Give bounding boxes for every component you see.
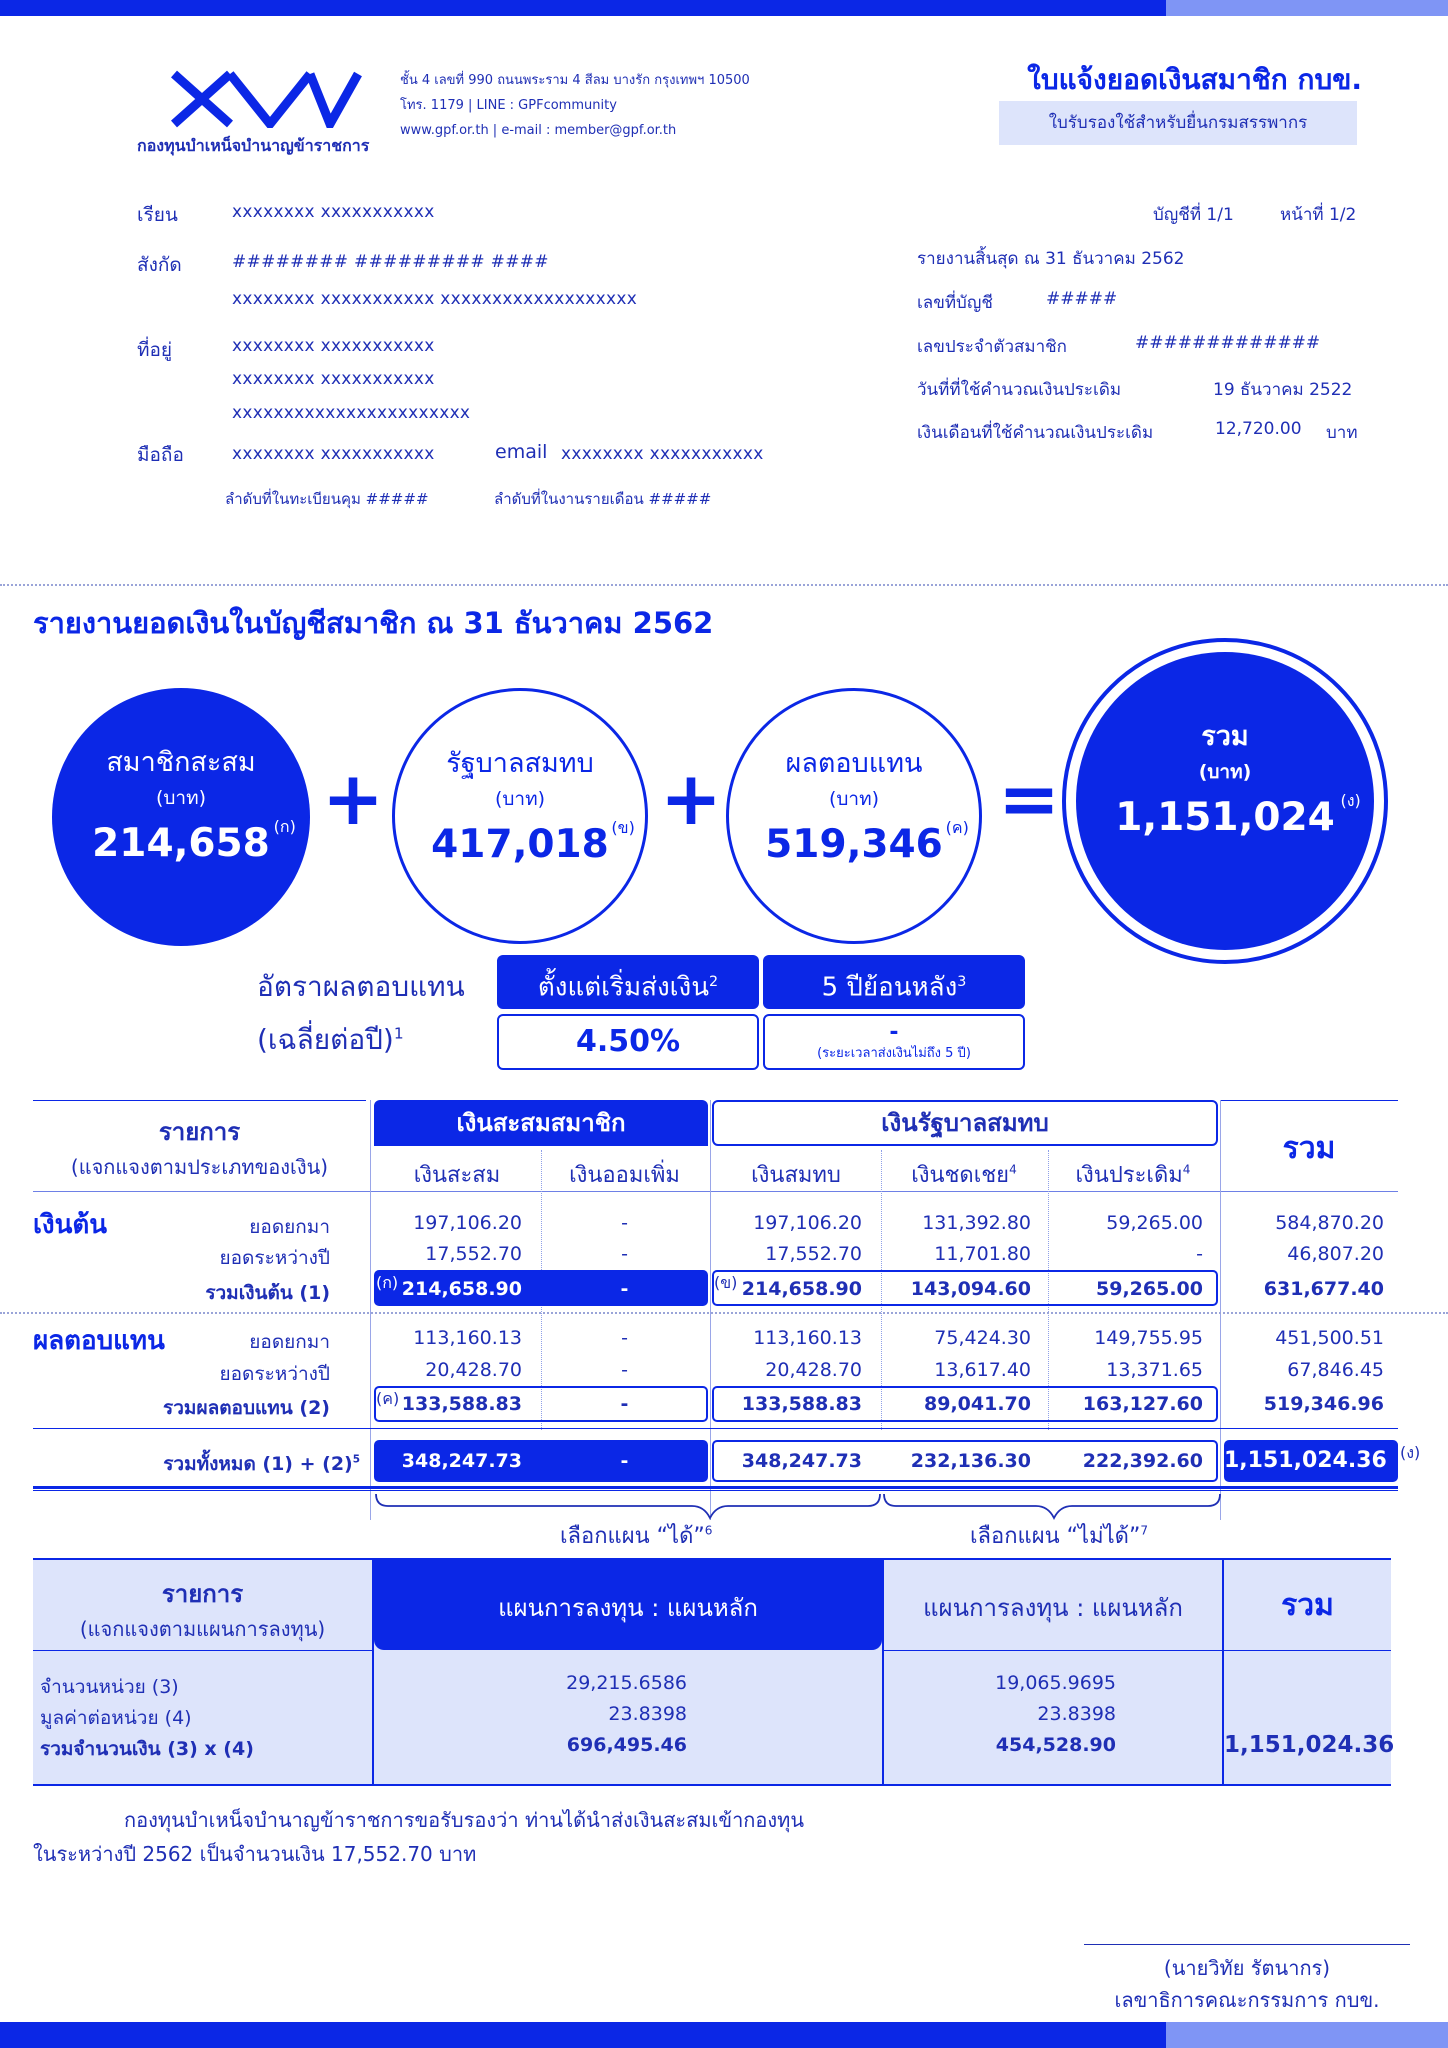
breakdown-cell: 214,658.90 <box>401 1278 522 1300</box>
circle-value: 1,151,024 <box>1115 795 1335 840</box>
grand-total-cell: - <box>620 1450 629 1472</box>
plan1-unit-value: 23.8398 <box>608 1703 687 1725</box>
to-label: เรียน <box>137 204 178 226</box>
breakdown-cell: 20,428.70 <box>425 1359 522 1381</box>
mobile-value: xxxxxxxx xxxxxxxxxxx <box>232 444 435 464</box>
breakdown-cell: 11,701.80 <box>934 1243 1031 1265</box>
certify-line2: ในระหว่างปี 2562 เป็นจำนวนเงิน 17,552.70 บาท <box>33 1842 477 1866</box>
mark-b: (ข) <box>714 1273 738 1292</box>
footnote-2: 2 <box>709 974 719 990</box>
breakdown-cell: 131,392.80 <box>922 1212 1031 1234</box>
breakdown-cell: 13,371.65 <box>1106 1359 1203 1381</box>
plus-sign: + <box>660 756 723 842</box>
breakdown-cell: 17,552.70 <box>425 1243 522 1265</box>
plan-row-label: มูลค่าต่อหน่วย (4) <box>40 1707 192 1729</box>
plan1-amount: 696,495.46 <box>566 1734 687 1756</box>
breakdown-cell: 197,106.20 <box>413 1212 522 1234</box>
grand-total-cell: 1,151,024.36 <box>1224 1448 1387 1473</box>
breakdown-cell: 113,160.13 <box>753 1327 862 1349</box>
phone-line: โทร. 1179 | LINE : GPFcommunity <box>400 98 617 113</box>
breakdown-cell: 149,755.95 <box>1094 1327 1203 1349</box>
breakdown-cell: 20,428.70 <box>765 1359 862 1381</box>
circle-value: 214,658 <box>92 821 270 866</box>
signer-position: เลขาธิการคณะกรรมการ กบข. <box>1114 1988 1380 2012</box>
grand-total-cell: 222,392.60 <box>1082 1450 1203 1472</box>
member-id-value: ############# <box>1135 333 1321 353</box>
plan-item-sub: (แจกแจงตามแผนการลงทุน) <box>79 1617 326 1641</box>
row-label: ยอดยกมา <box>249 1216 330 1238</box>
rate-5-years-cell <box>763 1014 1025 1070</box>
acc-no-value: ##### <box>1046 289 1118 309</box>
salary-label: เงินเดือนที่ใช้คำนวณเงินประเดิม <box>917 423 1154 443</box>
breakdown-cell: 631,677.40 <box>1263 1278 1384 1300</box>
addr-line3: xxxxxxxxxxxxxxxxxxxxxxx <box>232 403 471 423</box>
circle-unit: (บาท) <box>155 787 207 809</box>
circle-title: รวม <box>1201 721 1249 752</box>
breakdown-cell: 197,106.20 <box>753 1212 862 1234</box>
address-line: ชั้น 4 เลขที่ 990 ถนนพระราม 4 สีลม บางรัก กรุงเทพฯ 10500 <box>400 73 750 88</box>
breakdown-cell: - <box>620 1278 629 1300</box>
breakdown-total-header: รวม <box>1282 1131 1336 1166</box>
plan2-header: แผนการลงทุน : แผนหลัก <box>923 1594 1183 1622</box>
col-extra-savings: เงินออมเพิ่ม <box>569 1163 680 1188</box>
rate-since-start-value: 4.50% <box>497 1014 759 1070</box>
total-circle-ring <box>1062 638 1388 964</box>
breakdown-cell: - <box>621 1327 628 1349</box>
row-label: รวมเงินต้น (1) <box>205 1282 330 1304</box>
plan-row-label: จำนวนหน่วย (3) <box>40 1676 179 1698</box>
gpf-logo <box>170 70 362 128</box>
plan-row-label: รวมจำนวนเงิน (3) x (4) <box>40 1738 254 1760</box>
affil-line1: ######## ######### #### <box>232 252 549 272</box>
member-savings-circle <box>52 688 310 946</box>
grand-total-cell: 232,136.30 <box>910 1450 1031 1472</box>
circle-title: สมาชิกสะสม <box>106 747 256 778</box>
org-name: กองทุนบำเหน็จบำนาญข้าราชการ <box>137 136 370 155</box>
breakdown-cell: 584,870.20 <box>1275 1212 1384 1234</box>
breakdown-cell: 214,658.90 <box>741 1278 862 1300</box>
plan1-units: 29,215.6586 <box>566 1672 687 1694</box>
circle-unit: (บาท) <box>494 788 546 810</box>
returns-section-label: ผลตอบแทน <box>33 1326 165 1356</box>
to-value: xxxxxxxx xxxxxxxxxxx <box>232 202 435 222</box>
breakdown-cell: 133,588.83 <box>741 1393 862 1415</box>
circle-title: รัฐบาลสมทบ <box>446 748 594 779</box>
breakdown-cell: 89,041.70 <box>924 1393 1031 1415</box>
plan2-amount: 454,528.90 <box>995 1734 1116 1756</box>
col-savings: เงินสะสม <box>413 1163 501 1188</box>
breakdown-cell: 59,265.00 <box>1096 1278 1203 1300</box>
col-compensation: เงินชดเชย$^4$ <box>911 1162 1017 1188</box>
mark-c: (ค) <box>376 1389 400 1408</box>
principal-returns-divider <box>0 1312 1448 1314</box>
footnote-1: 1 <box>393 1024 404 1043</box>
col-initial: เงินประเดิม$^4$ <box>1075 1162 1191 1188</box>
plan2-unit-value: 23.8398 <box>1037 1703 1116 1725</box>
breakdown-cell: 451,500.51 <box>1275 1327 1384 1349</box>
breakdown-cell: - <box>621 1243 628 1265</box>
affil-label: สังกัด <box>137 254 182 276</box>
breakdown-cell: 143,094.60 <box>910 1278 1031 1300</box>
circle-unit: (บาท) <box>828 788 880 810</box>
breakdown-cell: 75,424.30 <box>934 1327 1031 1349</box>
footnote-3: 3 <box>957 974 967 990</box>
total-circle <box>1076 652 1374 950</box>
page-number: หน้าที่ 1/2 <box>1280 205 1357 225</box>
choose-plan-cannot: เลือกแผน “ไม่ได้”$^7$ <box>970 1523 1149 1549</box>
breakdown-cell: 519,346.96 <box>1263 1393 1384 1415</box>
section-divider <box>0 584 1448 586</box>
circle-unit: (บาท) <box>1198 761 1252 783</box>
equals-sign: = <box>998 756 1061 842</box>
breakdown-cell: 163,127.60 <box>1082 1393 1203 1415</box>
addr-label: ที่อยู่ <box>137 339 173 361</box>
circle-mark: (ค) <box>945 818 969 837</box>
breakdown-cell: - <box>621 1359 628 1381</box>
circle-value: 417,018 <box>431 822 609 867</box>
reg-order: ลำดับที่ในทะเบียนคุม ##### <box>225 490 429 508</box>
payroll-order: ลำดับที่ในงานรายเดือน ##### <box>494 490 712 508</box>
grand-total-cell: 348,247.73 <box>401 1450 522 1472</box>
plan2-units: 19,065.9695 <box>995 1672 1116 1694</box>
rate-head-5-years: 5 ปีย้อนหลัง$^3$ <box>763 955 1025 1009</box>
breakdown-cell: 46,807.20 <box>1287 1243 1384 1265</box>
report-title: รายงานยอดเงินในบัญชีสมาชิก ณ 31 ธันวาคม 2562 <box>33 606 714 640</box>
calc-date-value: 19 ธันวาคม 2522 <box>1213 380 1353 400</box>
top-bar <box>0 0 1448 16</box>
breakdown-item-sub: (แจกแจงตามประเภทของเงิน) <box>70 1155 329 1179</box>
col-contribution: เงินสมทบ <box>751 1163 841 1188</box>
mobile-label: มือถือ <box>137 444 184 466</box>
choose-plan-can: เลือกแผน “ได้”$^6$ <box>560 1523 713 1549</box>
grand-total-label: รวมทั้งหมด $(1) + (2)^5$ <box>163 1453 360 1475</box>
row-label: ยอดยกมา <box>249 1331 330 1353</box>
plan1-header: แผนการลงทุน : แผนหลัก <box>498 1594 758 1622</box>
salary-unit: บาท <box>1326 423 1358 443</box>
addr-line2: xxxxxxxx xxxxxxxxxxx <box>232 369 435 389</box>
rate-5-years-value: - <box>889 1020 899 1045</box>
row-label: ยอดระหว่างปี <box>219 1247 330 1269</box>
breakdown-item-header: รายการ (แจกแจงตามประเภทของเงิน) <box>33 1112 366 1183</box>
circle-title: ผลตอบแทน <box>785 748 923 779</box>
plan-item-header: รายการ (แจกแจงตามแผนการลงทุน) <box>33 1574 372 1645</box>
row-label: รวมผลตอบแทน (2) <box>163 1397 330 1419</box>
rate-5-years-note: (ระยะเวลาส่งเงินไม่ถึง 5 ปี) <box>817 1046 971 1061</box>
account-page: บัญชีที่ 1/1 <box>1153 205 1234 225</box>
circle-mark: (ง) <box>1340 791 1361 810</box>
signer-name: (นายวิทัย รัตนากร) <box>1163 1956 1331 1980</box>
gov-contribution-group-header: เงินรัฐบาลสมทบ <box>712 1100 1218 1146</box>
email-value: xxxxxxxx xxxxxxxxxxx <box>561 444 764 464</box>
breakdown-cell: 17,552.70 <box>765 1243 862 1265</box>
addr-line1: xxxxxxxx xxxxxxxxxxx <box>232 336 435 356</box>
bottom-bar <box>0 2022 1448 2048</box>
member-id-label: เลขประจำตัวสมาชิก <box>917 337 1067 357</box>
rate-head-since-start: ตั้งแต่เริ่มส่งเงิน$^2$ <box>497 955 759 1009</box>
salary-value: 12,720.00 <box>1215 419 1302 439</box>
breakdown-cell: - <box>621 1212 628 1234</box>
circle-mark: (ก) <box>273 817 296 836</box>
breakdown-cell: - <box>1196 1243 1203 1265</box>
acc-no-label: เลขที่บัญชี <box>917 293 993 313</box>
circle-value: 519,346 <box>765 822 943 867</box>
mark-d: (ง) <box>1400 1443 1421 1462</box>
breakdown-cell: 133,588.83 <box>401 1393 522 1415</box>
certify-line1: กองทุนบำเหน็จบำนาญข้าราชการขอรับรองว่า ท่านได้นำส่งเงินสะสมเข้ากองทุน <box>124 1808 805 1832</box>
plan-total-header: รวม <box>1281 1588 1334 1623</box>
principal-section-label: เงินต้น <box>33 1210 108 1240</box>
breakdown-cell: 13,617.40 <box>934 1359 1031 1381</box>
breakdown-cell: 59,265.00 <box>1106 1212 1203 1234</box>
gov-contribution-circle <box>392 688 648 944</box>
report-end: รายงานสิ้นสุด ณ 31 ธันวาคม 2562 <box>917 249 1185 269</box>
breakdown-cell: 113,160.13 <box>413 1327 522 1349</box>
rate-sublabel: (เฉลี่ยต่อปี)$^1$ <box>257 1023 404 1056</box>
affil-line2: xxxxxxxx xxxxxxxxxxx xxxxxxxxxxxxxxxxxxx <box>232 289 638 309</box>
grand-total-cell: 348,247.73 <box>741 1450 862 1472</box>
mark-a: (ก) <box>376 1273 399 1292</box>
circle-mark: (ข) <box>611 818 635 837</box>
email-label: email <box>495 441 548 463</box>
signature-line <box>1084 1944 1410 1945</box>
plus-sign: + <box>322 756 385 842</box>
breakdown-cell: - <box>620 1393 629 1415</box>
web-line: www.gpf.or.th | e-mail : member@gpf.or.th <box>400 123 677 138</box>
member-savings-group-header: เงินสะสมสมาชิก <box>374 1100 708 1146</box>
returns-circle <box>726 688 982 944</box>
calc-date-label: วันที่ที่ใช้คำนวณเงินประเดิม <box>917 380 1122 400</box>
doc-subtitle: ใบรับรองใช้สำหรับยื่นกรมสรรพากร <box>999 101 1357 145</box>
rate-label: อัตราผลตอบแทน <box>257 970 465 1003</box>
plan-total-amount: 1,151,024.36 <box>1224 1732 1395 1758</box>
breakdown-cell: 67,846.45 <box>1287 1359 1384 1381</box>
contact-block <box>400 68 750 143</box>
row-label: ยอดระหว่างปี <box>219 1363 330 1385</box>
doc-title: ใบแจ้งยอดเงินสมาชิก กบข. <box>1027 63 1362 96</box>
